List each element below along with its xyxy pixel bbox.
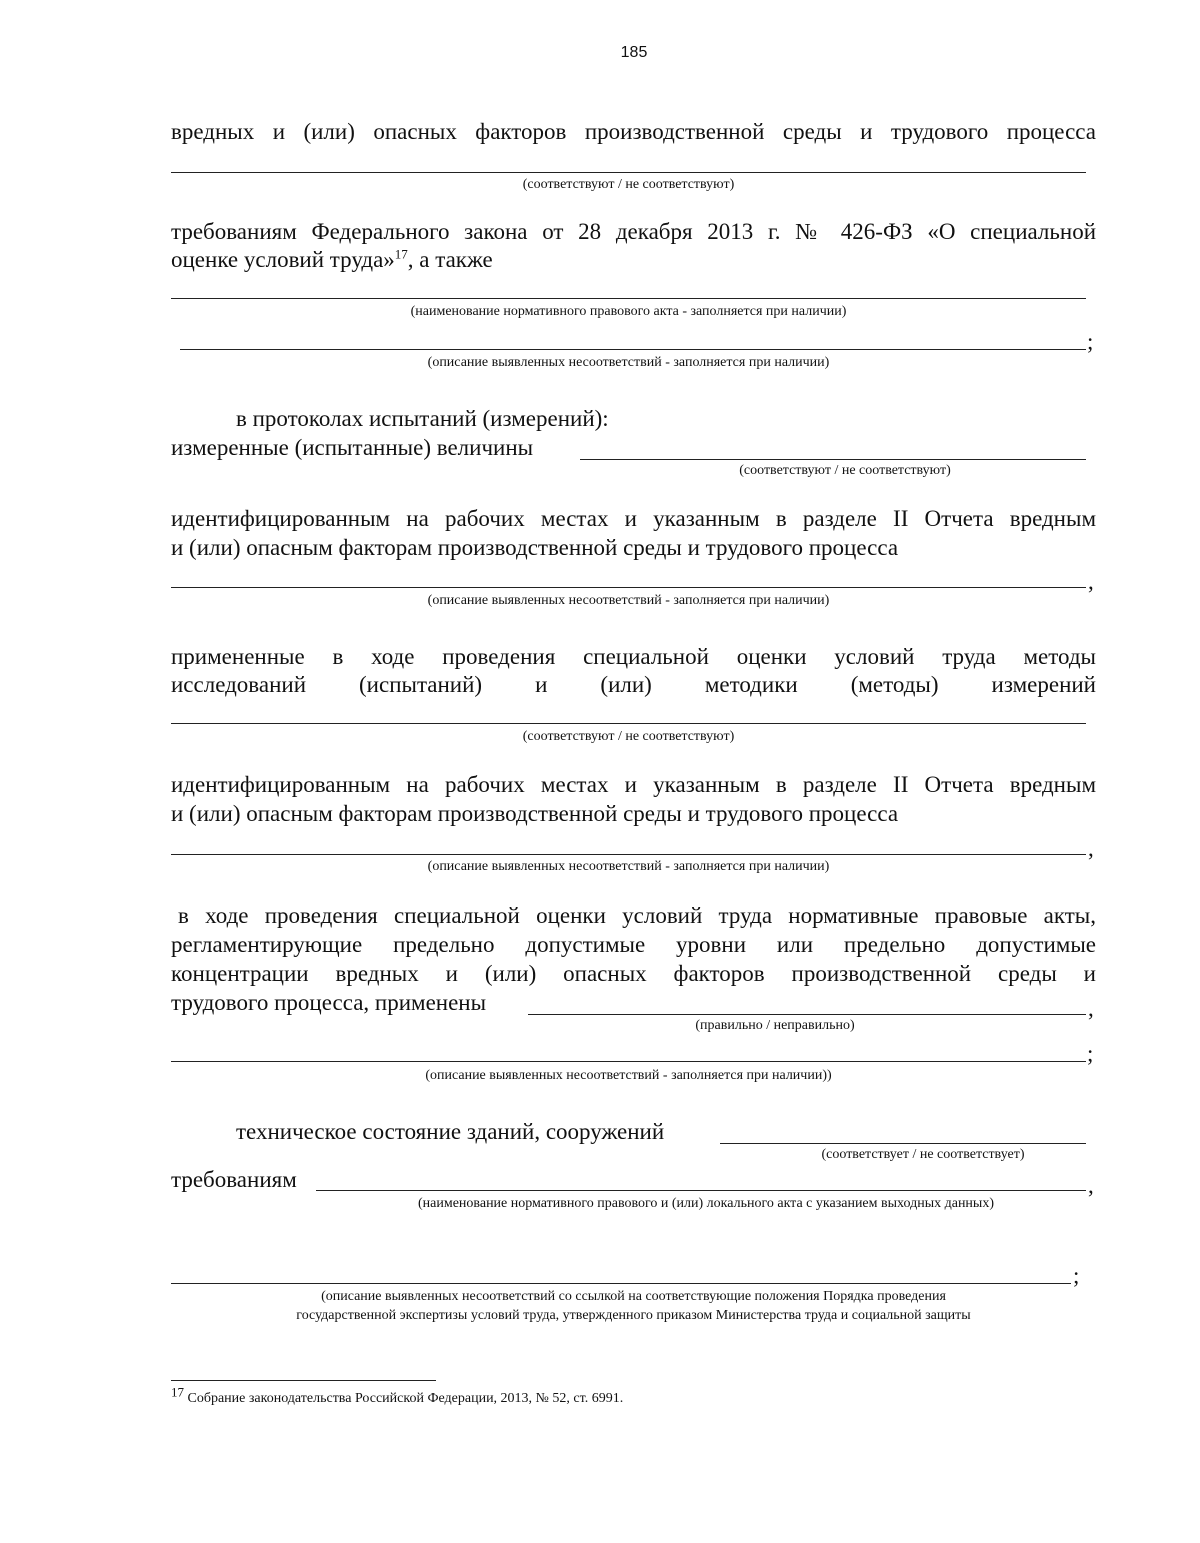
- text-line: примененные в ходе проведения специальной оценки условий труда методы: [171, 644, 1096, 669]
- footnote: [171, 1384, 624, 1407]
- comma: ,: [1088, 1173, 1094, 1198]
- footnote-text: Собрание законодательства Российской Федерации, 2013, № 52, ст. 6991.: [184, 1391, 624, 1406]
- text-line: требованиям Федерального закона от 28 декабря 2013 г. № 426-ФЗ «О специальной: [171, 219, 1096, 244]
- fill-in-line: [171, 298, 1086, 299]
- field-caption: (описание выявленных несоответствий со ссылкой на соответствующие положения Порядка проведения: [321, 1289, 946, 1304]
- fill-in-line: [180, 349, 1086, 350]
- footnote-separator: [171, 1380, 436, 1381]
- fill-in-line: [171, 723, 1086, 724]
- field-caption: (соответствуют / не соответствуют): [739, 463, 951, 478]
- text-line: измеренные (испытанные) величины: [171, 435, 534, 460]
- fill-in-line: [171, 1061, 1086, 1062]
- text-line: техническое состояние зданий, сооружений: [236, 1119, 665, 1144]
- text-line: и (или) опасным факторам производственной среды и трудового процесса: [171, 535, 899, 560]
- field-caption: государственной экспертизы условий труда, утвержденного приказом Министерства труда и социальной защиты: [296, 1308, 971, 1323]
- comma: ,: [1088, 569, 1094, 594]
- text-line: в ходе проведения специальной оценки условий труда нормативные правовые акты,: [178, 903, 1096, 928]
- comma: ,: [1088, 996, 1094, 1021]
- text-fragment: , а также: [407, 247, 493, 272]
- fill-in-line: [171, 1283, 1071, 1284]
- field-caption: (правильно / неправильно): [695, 1018, 855, 1033]
- field-caption: (наименование нормативного правового акта - заполняется при наличии): [410, 304, 847, 319]
- field-caption: (описание выявленных несоответствий - заполняется при наличии): [427, 593, 830, 608]
- semicolon: ;: [1073, 1263, 1080, 1288]
- text-line: [171, 246, 493, 274]
- footnote-ref: 17: [394, 246, 408, 262]
- text-line: регламентирующие предельно допустимые уровни или предельно допустимые: [171, 932, 1096, 957]
- field-caption: (соответствуют / не соответствуют): [522, 177, 735, 192]
- text-line: концентрации вредных и (или) опасных факторов производственной среды и: [171, 961, 1096, 986]
- comma: ,: [1088, 836, 1094, 861]
- text-line: и (или) опасным факторам производственной среды и трудового процесса: [171, 801, 899, 826]
- field-caption: (соответствует / не соответствует): [821, 1147, 1025, 1162]
- field-caption: (описание выявленных несоответствий - заполняется при наличии): [427, 355, 830, 370]
- field-caption: (описание выявленных несоответствий - заполняется при наличии): [427, 859, 830, 874]
- text-line: исследований (испытаний) и (или) методики (методы) измерений: [171, 672, 1096, 697]
- text-fragment: оценке условий труда»: [171, 247, 395, 272]
- fill-in-line: [580, 459, 1086, 460]
- field-caption: (наименование нормативного правового и (или) локального акта с указанием выходных данных): [418, 1196, 994, 1211]
- semicolon: ;: [1087, 329, 1094, 354]
- field-caption: (соответствуют / не соответствуют): [522, 729, 735, 744]
- semicolon: ;: [1087, 1041, 1094, 1066]
- page-number: 185: [620, 44, 648, 61]
- text-line: требованиям: [171, 1167, 297, 1192]
- text-line: вредных и (или) опасных факторов производственной среды и трудового процесса: [171, 119, 1096, 144]
- footnote-marker: 17: [171, 1384, 184, 1400]
- field-caption: (описание выявленных несоответствий - заполняется при наличии)): [425, 1068, 832, 1083]
- text-line: в протоколах испытаний (измерений):: [236, 406, 609, 431]
- fill-in-line: [171, 172, 1086, 173]
- fill-in-line: [316, 1190, 1086, 1191]
- text-line: идентифицированным на рабочих местах и указанным в разделе II Отчета вредным: [171, 506, 1096, 531]
- fill-in-line: [720, 1143, 1086, 1144]
- fill-in-line: [528, 1014, 1086, 1015]
- text-line: идентифицированным на рабочих местах и указанным в разделе II Отчета вредным: [171, 772, 1096, 797]
- text-line: трудового процесса, применены: [171, 990, 487, 1015]
- fill-in-line: [171, 854, 1086, 855]
- fill-in-line: [171, 587, 1086, 588]
